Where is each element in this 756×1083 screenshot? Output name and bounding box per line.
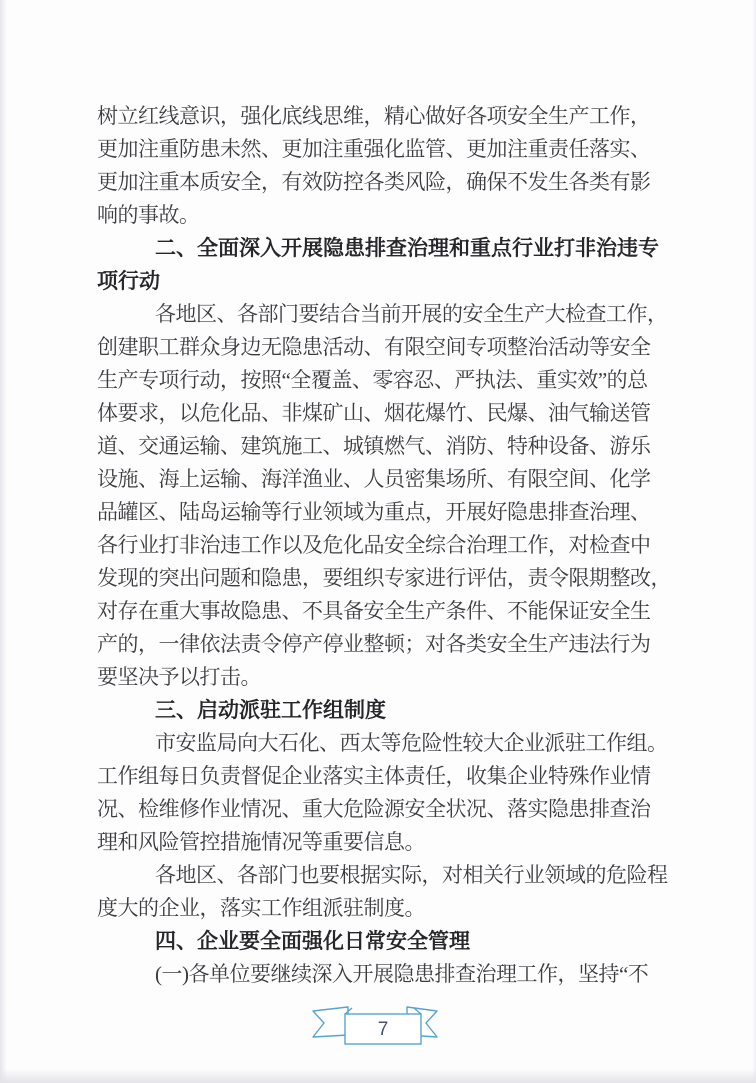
heading-line: 项行动 (97, 270, 160, 293)
text-line: 各行业打非治违工作以及危化品安全综合治理工作，对检查中 (97, 533, 651, 557)
text-line: 各地区、各部门也要根据实际，对相关行业领域的危险程 (155, 863, 668, 887)
text-line: 道、交通运输、建筑施工、城镇燃气、消防、特种设备、游乐 (97, 434, 651, 458)
text-line: 度大的企业，落实工作组派驻制度。 (97, 896, 425, 920)
text-line: 各地区、各部门要结合当前开展的安全生产大检查工作， (155, 302, 668, 326)
text-line: (一)各单位要继续深入开展隐患排查治理工作，坚持“不 (155, 962, 649, 986)
page-number: 7 (377, 1019, 389, 1040)
text-line: 对存在重大事故隐患、不具备安全生产条件、不能保证安全生 (97, 599, 651, 623)
text-line: 创建职工群众身边无隐患活动、有限空间专项整治活动等安全 (97, 335, 651, 359)
text-line: 体要求，以危化品、非煤矿山、烟花爆竹、民爆、油气输送管 (97, 401, 651, 425)
text-line: 更加注重防患未然、更加注重强化监管、更加注重责任落实、 (97, 137, 651, 161)
page-number-ribbon-icon (312, 1004, 438, 1046)
text-line: 设施、海上运输、海洋渔业、人员密集场所、有限空间、化学 (97, 467, 651, 491)
page-bottom-edge-shadow (0, 1069, 756, 1083)
text-line: 产的，一律依法责令停产停业整顿；对各类安全生产违法行为 (97, 632, 651, 656)
document-body (97, 100, 672, 991)
text-line: 响的事故。 (97, 203, 200, 227)
page-right-edge-shadow (752, 0, 756, 1083)
ribbon-left-wing (313, 1007, 348, 1037)
heading-line: 四、企业要全面强化日常安全管理 (155, 930, 470, 953)
text-line: 树立红线意识，强化底线思维，精心做好各项安全生产工作， (97, 104, 651, 128)
text-line: 况、检维修作业情况、重大危险源安全状况、落实隐患排查治 (97, 797, 651, 821)
text-line: 发现的突出问题和隐患，要组织专家进行评估，责令限期整改， (97, 566, 671, 590)
page-left-edge-shadow (0, 0, 7, 1083)
text-line: 要坚决予以打击。 (97, 665, 261, 689)
heading-line: 二、全面深入开展隐患排查治理和重点行业打非治违专 (155, 237, 659, 260)
heading-line: 三、启动派驻工作组制度 (155, 699, 386, 722)
text-line: 市安监局向大石化、西太等危险性较大企业派驻工作组。 (155, 731, 668, 755)
text-line: 生产专项行动，按照“全覆盖、零容忍、严执法、重实效”的总 (97, 368, 648, 392)
text-line: 理和风险管控措施情况等重要信息。 (97, 830, 425, 854)
text-line: 更加注重本质安全，有效防控各类风险，确保不发生各类有影 (97, 170, 651, 194)
text-line: 工作组每日负责督促企业落实主体责任，收集企业特殊作业情 (97, 764, 651, 788)
text-line: 品罐区、陆岛运输等行业领域为重点，开展好隐患排查治理、 (97, 500, 651, 524)
